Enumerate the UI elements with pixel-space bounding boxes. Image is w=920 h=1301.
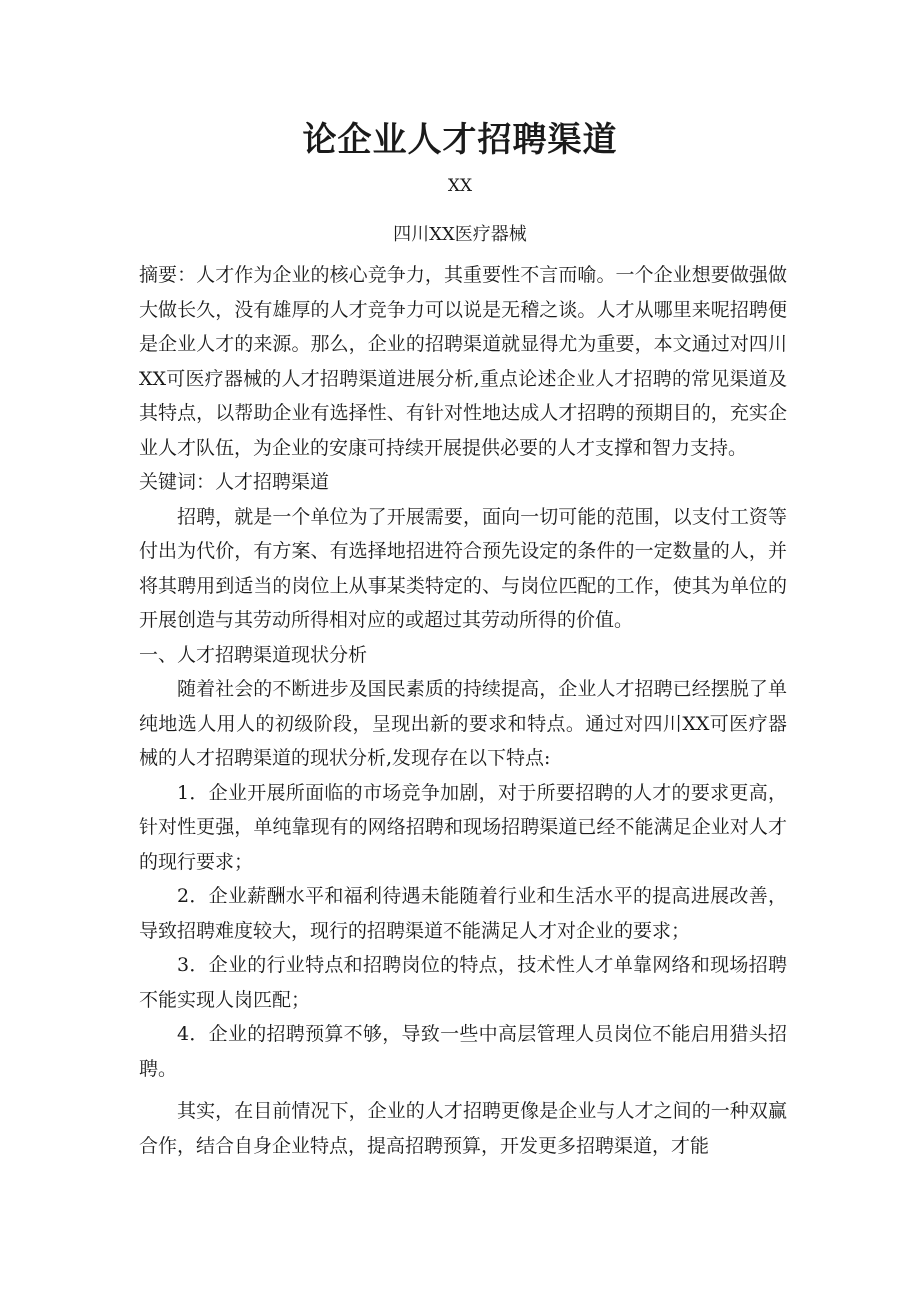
abstract-paragraph: 摘要：人才作为企业的核心竞争力，其重要性不言而喻。一个企业想要做强做大做长久，没有雄厚的人才竞争力可以说是无稽之谈。人才从哪里来呢招聘便是企业人才的来源。那么，企业的招聘渠道就显得尤为重要，本文通过对四川XX可医疗器械的人才招聘渠道进展分析,重点论述企业人才招聘的常见渠道及其特点，以帮助企业有选择性、有针对性地达成人才招聘的预期目的，充实企业人才队伍，为企业的安康可持续开展提供必要的人才支撑和智力支持。 — [139, 264, 787, 459]
keywords-line: 关键词：人才招聘渠道 — [139, 471, 330, 493]
document-title: 论企业人才招聘渠道 — [302, 120, 618, 160]
document-body — [139, 258, 787, 1163]
section-heading: 一、人才招聘渠道现状分析 — [139, 643, 368, 666]
list-item: 3．企业的行业特点和招聘岗位的特点，技术性人才单靠网络和现场招聘不能实现人岗匹配； — [139, 954, 787, 1011]
section-paragraph: 随着社会的不断进步及国民素质的持续提高，企业人才招聘已经摆脱了单纯地选人用人的初级阶段，呈现出新的要求和特点。通过对四川XX可医疗器械的人才招聘渠道的现状分析,发现存在以下特点: — [139, 678, 787, 769]
list-item: 1．企业开展所面临的市场竞争加剧，对于所要招聘的人才的要求更高，针对性更强，单纯靠现有的网络招聘和现场招聘渠道已经不能满足企业对人才的现行要求； — [139, 781, 787, 873]
list-item: 2．企业薪酬水平和福利待遇未能随着行业和生活水平的提高进展改善，导致招聘难度较大，现行的招聘渠道不能满足人才对企业的要求； — [139, 885, 787, 942]
author-affiliation: 四川XX医疗器械 — [393, 224, 527, 245]
closing-paragraph: 其实，在目前情况下，企业的人才招聘更像是企业与人才之间的一种双赢合作，结合自身企业特点，提高招聘预算，开发更多招聘渠道，才能 — [139, 1100, 787, 1157]
list-item: 4．企业的招聘预算不够，导致一些中高层管理人员岗位不能启用猎头招聘。 — [139, 1023, 787, 1080]
author-name: XX — [447, 176, 473, 196]
intro-paragraph: 招聘，就是一个单位为了开展需要，面向一切可能的范围，以支付工资等付出为代价，有方案、有选择地招进符合预先设定的条件的一定数量的人，并将其聘用到适当的岗位上从事某类特定的、与岗位匹配的工作，使其为单位的开展创造与其劳动所得相对应的或超过其劳动所得的价值。 — [139, 505, 787, 631]
